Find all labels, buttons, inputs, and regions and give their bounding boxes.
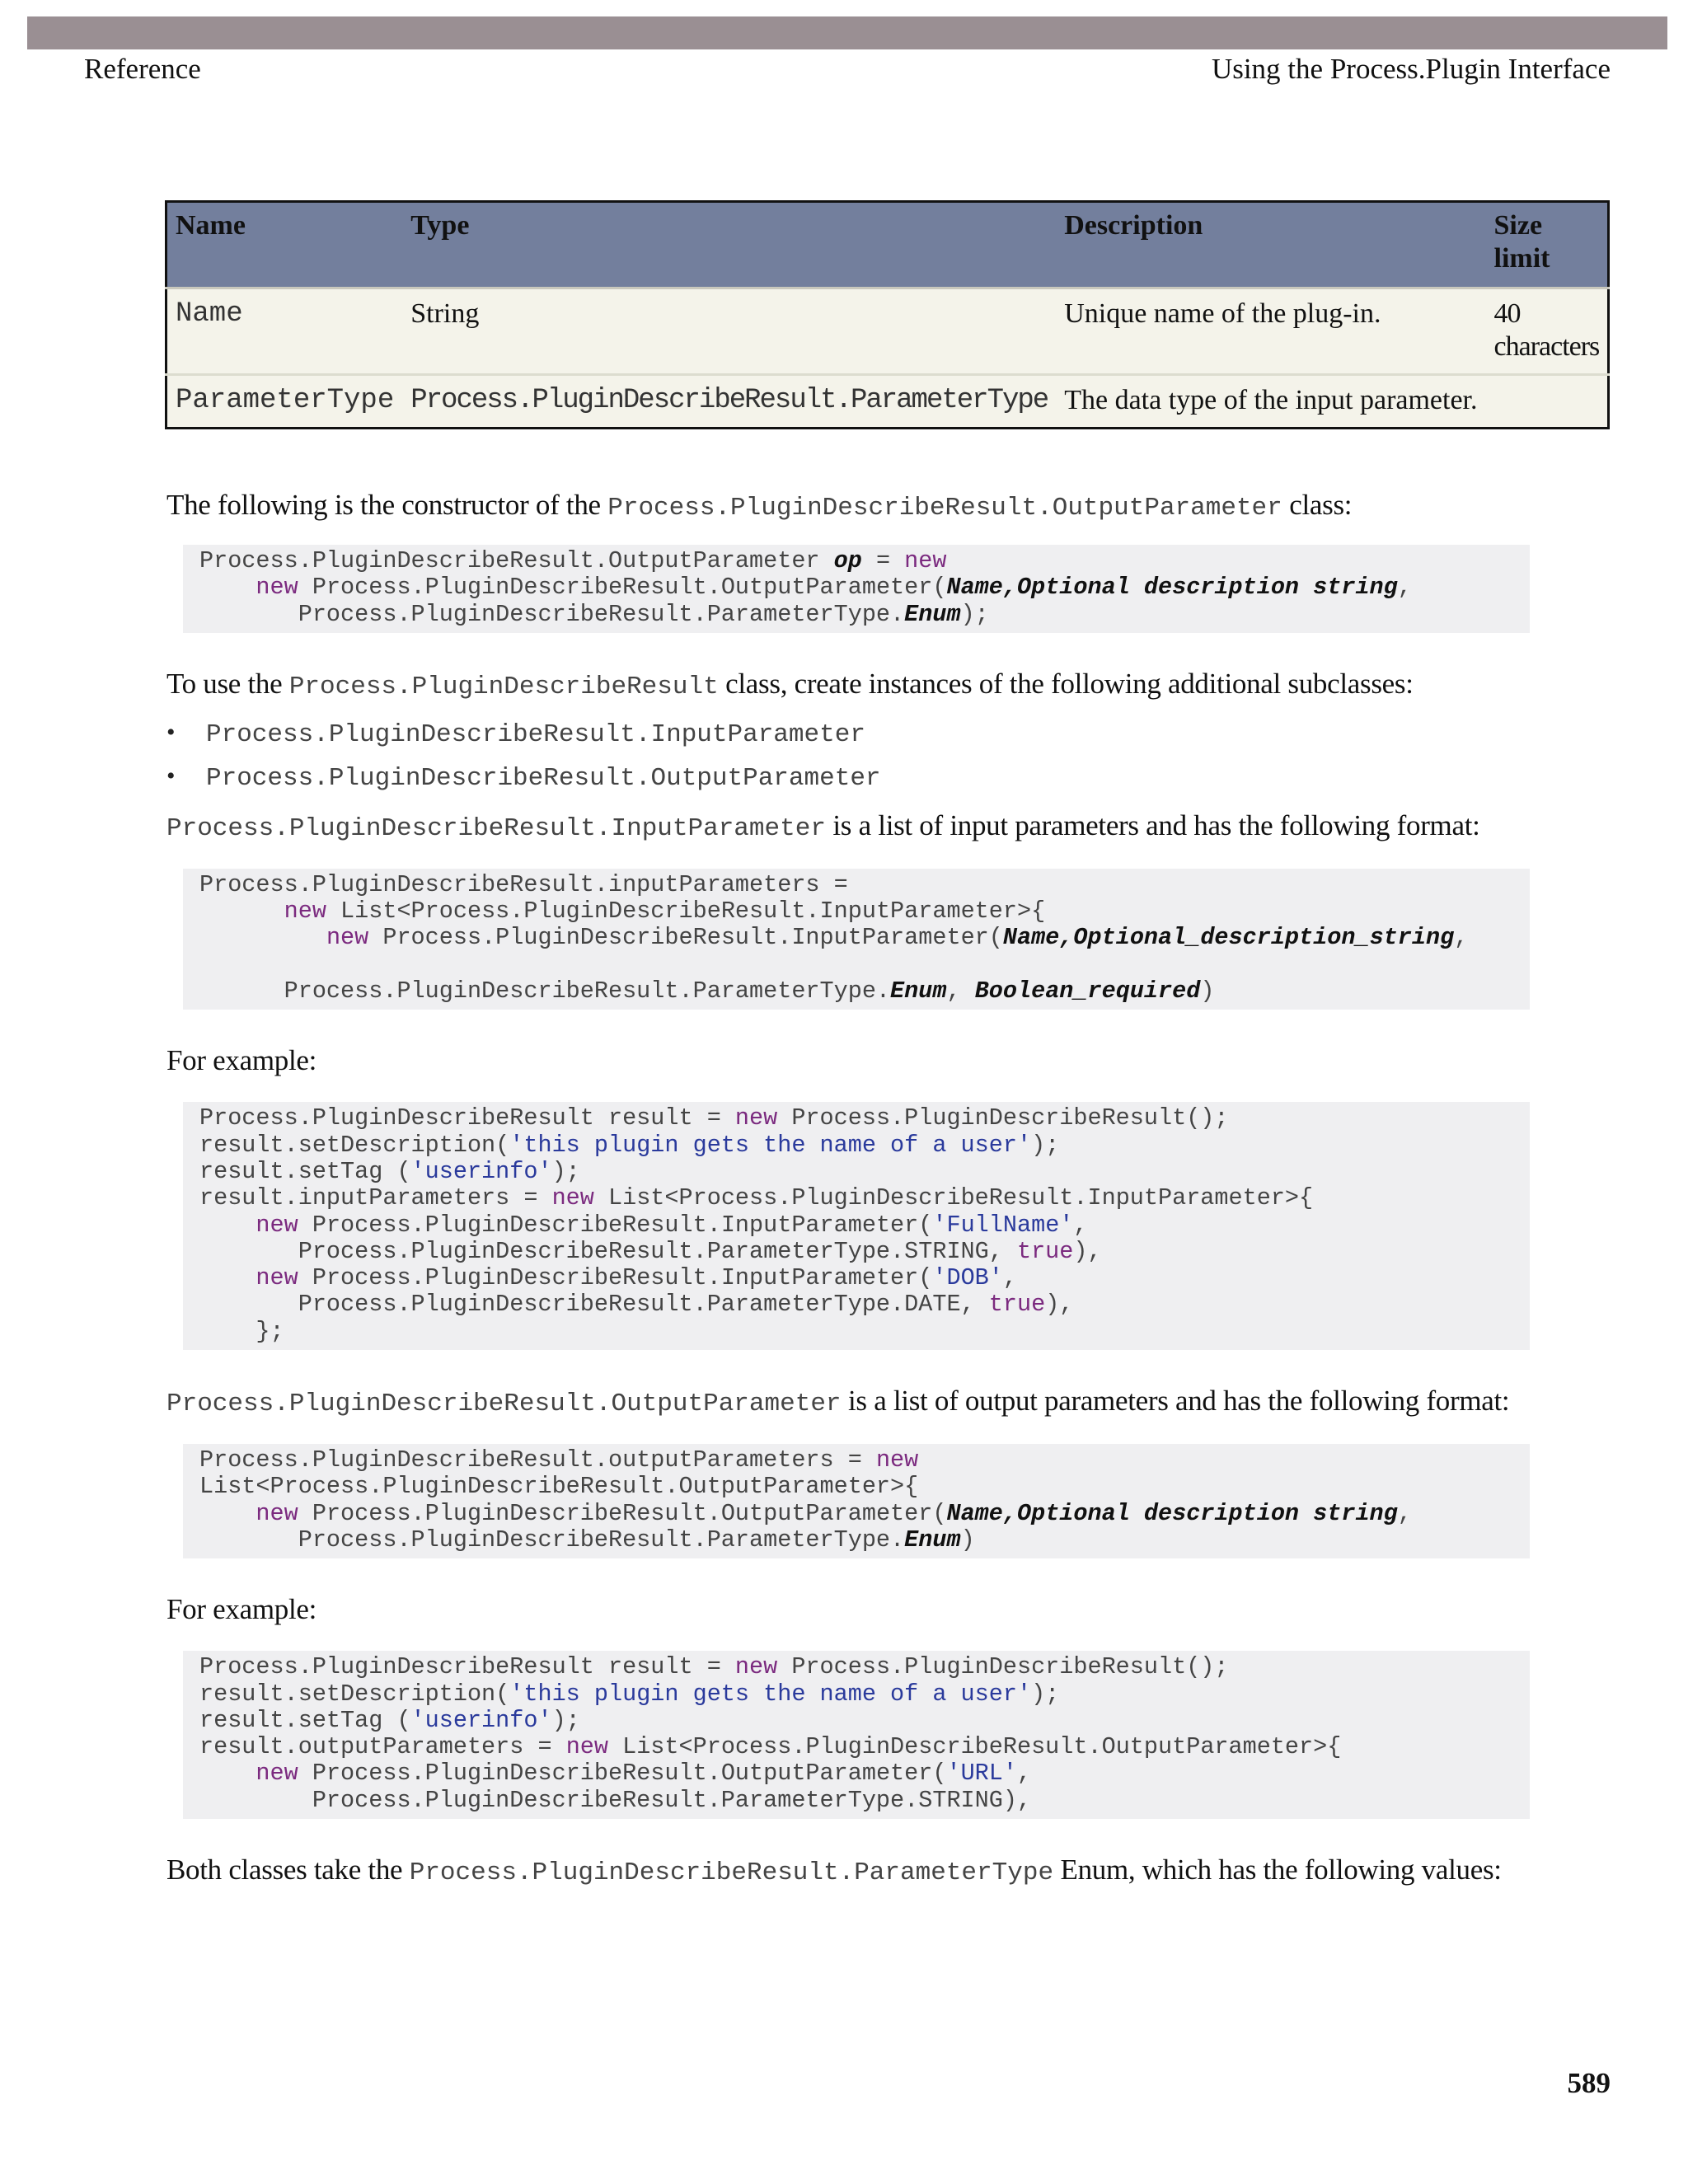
text-run: is a list of output parameters and has the following format: — [841, 1385, 1510, 1418]
list-item-code: Process.PluginDescribeResult.OutputParameter — [206, 763, 881, 793]
text-run: is a list of input parameters and has the following format: — [825, 808, 1480, 841]
code-text: , — [1073, 1211, 1088, 1239]
code-block-input-format — [183, 869, 1530, 1010]
code-text: List<Process.PluginDescribeResult.InputParameter>{ — [326, 898, 1046, 926]
code-keyword: new — [256, 1264, 298, 1292]
table-header-cell: Description — [1056, 202, 1485, 288]
header-chapter-title: Using the Process.Plugin Interface — [1211, 53, 1611, 85]
code-text: Process.PluginDescribeResult.ParameterType.DATE, — [199, 1291, 989, 1319]
code-keyword: new — [734, 1104, 778, 1132]
inline-code: Process.PluginDescribeResult.OutputParameter — [607, 494, 1282, 523]
code-text: Process.PluginDescribeResult.InputParameter( — [368, 924, 1003, 952]
code-text: Process.PluginDescribeResult.OutputParameter( — [298, 1760, 947, 1788]
page-number: 589 — [1567, 2067, 1611, 2099]
code-text: ), — [1045, 1291, 1074, 1319]
code-placeholder: Name,Optional description string — [946, 574, 1398, 602]
code-text: , — [1016, 1760, 1032, 1788]
code-placeholder: Enum — [890, 977, 947, 1005]
code-keyword: new — [734, 1653, 778, 1681]
code-text: Process.PluginDescribeResult.ParameterType. — [199, 977, 891, 1005]
paragraph-subclasses-intro — [166, 666, 1526, 705]
code-text: , — [1397, 574, 1412, 602]
code-string: 'FullName' — [932, 1211, 1074, 1239]
bullet-icon: • — [166, 718, 176, 746]
code-text — [199, 898, 284, 925]
header-section-title: Reference — [84, 53, 201, 85]
table-cell-type: String — [402, 288, 1056, 375]
code-string: 'userinfo' — [410, 1706, 552, 1734]
table-cell-description: The data type of the input parameter. — [1056, 375, 1485, 429]
code-text: Process.PluginDescribeResult result = — [199, 1104, 735, 1132]
code-text: Process.PluginDescribeResult.OutputParameter( — [298, 574, 947, 602]
code-text — [199, 924, 326, 951]
inline-code: Process.PluginDescribeResult.InputParameter — [166, 813, 826, 843]
table-header-row — [166, 202, 1609, 288]
text-run: The following is the constructor of the — [166, 489, 608, 521]
text-run: Enum, which has the following values: — [1053, 1854, 1502, 1886]
code-placeholder: Enum — [904, 600, 961, 628]
table-cell-type: Process.PluginDescribeResult.ParameterType — [402, 375, 1056, 429]
code-text: , — [946, 977, 975, 1005]
code-string: 'URL' — [946, 1760, 1017, 1788]
code-keyword: new — [284, 898, 326, 926]
code-placeholder: Enum — [904, 1526, 961, 1554]
code-keyword: new — [256, 1499, 298, 1527]
code-text: , — [1454, 924, 1469, 952]
paragraph-for-example-2: For example: — [166, 1593, 317, 1626]
text-run: To use the — [166, 667, 289, 700]
inline-code: Process.PluginDescribeResult.ParameterType — [409, 1858, 1054, 1888]
code-text: ); — [551, 1157, 580, 1185]
subclass-list — [166, 712, 1526, 799]
code-text: Process.PluginDescribeResult.InputParameter( — [298, 1211, 933, 1239]
code-keyword: new — [256, 1760, 298, 1788]
page-content — [166, 200, 1600, 1891]
code-text: result.inputParameters = — [199, 1184, 552, 1212]
code-text: , — [1397, 1499, 1412, 1527]
code-text: Process.PluginDescribeResult.ParameterType. — [199, 1526, 905, 1554]
table-cell-size: 40 characters — [1486, 288, 1609, 375]
paragraph-output-format — [166, 1383, 1526, 1422]
code-text: Process.PluginDescribeResult.InputParameter( — [298, 1264, 933, 1292]
code-block-output-format — [183, 1444, 1530, 1558]
code-text: result.setDescription( — [199, 1680, 510, 1708]
code-text: ); — [1031, 1131, 1060, 1159]
inline-code: Process.PluginDescribeResult.OutputParameter — [166, 1390, 842, 1419]
list-item — [166, 712, 1526, 756]
bullet-icon: • — [166, 762, 176, 790]
code-keyword: new — [256, 1211, 298, 1239]
code-placeholder: Name,Optional description string — [946, 1499, 1398, 1527]
inline-code: Process.PluginDescribeResult — [288, 672, 719, 701]
code-text: ); — [960, 600, 989, 628]
code-text: ); — [1031, 1680, 1060, 1708]
text-run: class, create instances of the following additional subclasses: — [718, 667, 1414, 700]
code-text — [199, 574, 256, 601]
code-keyword: new — [326, 924, 369, 952]
header-bar — [27, 16, 1667, 49]
code-text: Process.PluginDescribeResult.inputParameters = — [199, 870, 848, 898]
table-header-cell: Size limit — [1486, 202, 1609, 288]
code-text: result.outputParameters = — [199, 1733, 566, 1761]
code-text: List<Process.PluginDescribeResult.OutputParameter>{ — [608, 1733, 1342, 1761]
code-block-constructor — [183, 545, 1530, 633]
code-text — [199, 1264, 256, 1291]
code-placeholder: Boolean_required — [974, 977, 1201, 1005]
code-string: 'DOB' — [932, 1264, 1003, 1292]
code-text: result.setDescription( — [199, 1131, 510, 1159]
table-header-cell: Type — [402, 202, 1056, 288]
code-text: ) — [960, 1526, 975, 1554]
code-text: Process.PluginDescribeResult.OutputParameter — [199, 547, 834, 574]
code-block-input-example — [183, 1102, 1530, 1350]
code-keyword: true — [988, 1291, 1046, 1319]
code-keyword: new — [551, 1184, 594, 1212]
paragraph-parametertype-values — [166, 1852, 1526, 1891]
code-string: 'this plugin gets the name of a user' — [509, 1131, 1032, 1159]
parameter-table — [165, 200, 1610, 429]
paragraph-constructor-intro — [166, 487, 1526, 527]
code-keyword: new — [565, 1733, 608, 1761]
code-placeholder: op — [833, 547, 862, 574]
code-text: List<Process.PluginDescribeResult.InputParameter>{ — [593, 1184, 1314, 1212]
code-string: 'this plugin gets the name of a user' — [509, 1680, 1032, 1708]
code-keyword: new — [875, 1446, 919, 1474]
code-keyword: true — [1016, 1237, 1074, 1265]
code-text: Process.PluginDescribeResult.ParameterType.STRING, — [199, 1237, 1017, 1265]
table-header-cell: Name — [166, 202, 403, 288]
code-text: , — [1002, 1264, 1017, 1292]
table-cell-name: ParameterType — [166, 375, 403, 429]
code-text: result.setTag ( — [199, 1706, 411, 1734]
code-keyword: new — [904, 547, 947, 574]
list-item-code: Process.PluginDescribeResult.InputParameter — [206, 719, 865, 749]
code-keyword: new — [256, 574, 298, 602]
code-text: Process.PluginDescribeResult.ParameterType.STRING), — [199, 1786, 1032, 1814]
code-text: = — [861, 547, 905, 574]
paragraph-for-example: For example: — [166, 1044, 317, 1077]
paragraph-input-format — [166, 808, 1526, 847]
list-item — [166, 756, 1526, 799]
table-row — [166, 288, 1609, 375]
code-text: }; — [199, 1317, 284, 1345]
code-text: Process.PluginDescribeResult(); — [777, 1104, 1229, 1132]
code-text: List<Process.PluginDescribeResult.OutputParameter>{ — [199, 1473, 919, 1501]
code-text — [199, 1500, 256, 1527]
code-text — [199, 1760, 256, 1787]
code-text: ), — [1073, 1237, 1102, 1265]
code-text: ) — [1200, 977, 1215, 1005]
table-row — [166, 375, 1609, 429]
code-text: Process.PluginDescribeResult result = — [199, 1653, 735, 1681]
table-cell-description: Unique name of the plug-in. — [1056, 288, 1485, 375]
table-cell-name: Name — [166, 288, 403, 375]
code-string: 'userinfo' — [410, 1157, 552, 1185]
text-run: class: — [1282, 489, 1353, 521]
code-text: Process.PluginDescribeResult.outputParameters = — [199, 1446, 876, 1474]
code-placeholder: Name,Optional_description_string — [1002, 924, 1455, 952]
code-block-output-example — [183, 1651, 1530, 1819]
code-text: Process.PluginDescribeResult.ParameterType. — [199, 600, 905, 628]
text-run: Both classes take the — [166, 1854, 410, 1886]
table-cell-size — [1486, 375, 1609, 429]
code-text: result.setTag ( — [199, 1157, 411, 1185]
code-text: Process.PluginDescribeResult.OutputParameter( — [298, 1499, 947, 1527]
code-text: Process.PluginDescribeResult(); — [777, 1653, 1229, 1681]
code-text — [199, 1212, 256, 1239]
code-text: ); — [551, 1706, 580, 1734]
